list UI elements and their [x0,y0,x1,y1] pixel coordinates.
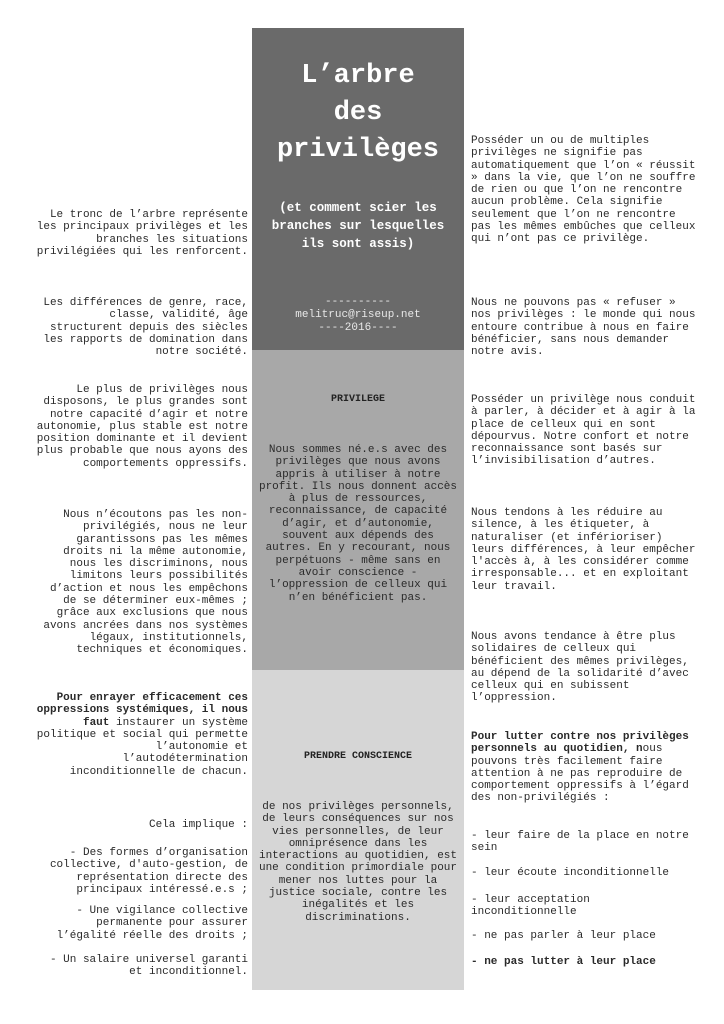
right-list-item-place: - leur faire de la place en notre sein [471,830,689,855]
left-paragraph-non-privilegies: Nous n’écoutons pas les non-privilégiés, nous ne leur garantissons pas les mêmes droits ni la même autonomie, nous les discriminons, nous limitons leurs possibilités d’action et nous les empêchons de se déterminer eux-mêmes ; grâce aux exclusions que nous avons ancrées dans nos systèmes légaux, institutionnels, techniques et économiques. [43,509,248,657]
right-paragraph-posseder: Posséder un ou de multiples privilèges ne signifie pas automatiquement que l’on « réussit » dans la vie, que l’on ne souffre de rien ou que l’on ne rencontre aucun problème. Cela signifie seulement que l’on ne rencontre pas les mêmes embûches que celleux qui n’ont pas ce privilège. [471,135,696,246]
left-enrayer-bold: Pour enrayer efficacement ces oppressions systémiques, il nous faut [36,692,248,729]
right-paragraph-solidaires: Nous avons tendance à être plus solidaires de celleux qui bénéficient des mêmes privilèges, au dépend de la solidarité d’avec celleux qui en subissent l’oppression. [471,631,689,705]
page-title [252,58,464,169]
right-paragraph-refuser: Nous ne pouvons pas « refuser » nos privilèges : le monde qui nous entoure contribue à nous en faire bénéficier, sans nous demander notre avis. [471,297,696,359]
right-paragraph-lutter [471,731,697,805]
privilege-text: Nous sommes né.e.s avec des privilèges que nous avons appris à utiliser à notre profit. Ils nous donnent accès à plus de ressources, reconnaissance, de capacité d’agir, et d’autonomie, souvent aux dépends des autres. En y recourant, nous perpétuons - même sans en avoir conscience - l’oppression de celleux qui n’en bénéficient pas. [258,444,458,604]
right-lutter-rest: ous pouvons très facilement faire attention à ne pas reproduire de comportement oppressifs à l’égard des non-privilégiés : [471,743,689,805]
heading-prendre-conscience: PRENDRE CONSCIENCE [303,751,413,762]
right-list-item-ecoute: - leur écoute inconditionnelle [471,867,670,879]
page-subtitle: (et comment scier les branches sur lesquelles ils sont assis) [271,201,445,251]
right-lutter-bold: Pour lutter contre nos privilèges personnels au quotidien, n [471,731,689,756]
left-paragraph-trunk: Le tronc de l’arbre représente les principaux privilèges et les branches les situations privilégiées qui les renforcent. [36,209,248,258]
left-paragraph-differences: Les différences de genre, race, classe, validité, âge structurent depuis des siècles les rapports de domination dans notre société. [43,297,248,359]
right-list-item-parler: - ne pas parler à leur place [471,930,656,942]
conscience-text: de nos privilèges personnels, de leurs conséquences sur nos vies personnelles, de leur omniprésence dans les interactions au quotidien, est une condition primordiale pour mener nos luttes pour la justice sociale, contre les inégalités et les discriminations. [258,801,458,924]
left-paragraph-cela-implique: Cela implique : [148,819,248,831]
left-list-item-organisation: - Des formes d’organisation collective, d'auto-gestion, de représentation directe des principaux intéressé.e.s ; [49,847,248,896]
right-paragraph-reduire: Nous tendons à les réduire au silence, à les étiqueter, à naturaliser (et inférioriser) leurs différences, à leur empêcher l'accès à, à les considérer comme irresponsable... et en exploitant leur travail. [471,507,696,593]
right-list-item-acceptation: - leur acceptation inconditionnelle [471,894,590,919]
title-line-1: L’arbre [301,61,415,91]
contact-email: melitruc@riseup.net [295,309,421,321]
contact-year: ----2016---- [318,322,398,334]
title-line-3: privilèges [276,135,440,165]
right-list-item-lutter: - ne pas lutter à leur place [471,956,656,968]
heading-privilege: PRIVILEGE [330,394,385,405]
title-line-2: des [333,98,383,128]
left-paragraph-plus-privileges: Le plus de privilèges nous disposons, le plus grandes sont notre capacité d’agir et notre autonomie, plus stable est notre position dominante et il devient plus probable que nous ayons des comportements oppressifs. [36,384,248,470]
left-paragraph-enrayer [36,692,248,778]
left-list-item-vigilance: - Une vigilance collective permanente pour assurer l’égalité réelle des droits ; [56,905,248,942]
contact-separator-top: ---------- [324,296,391,308]
left-list-item-salaire: - Un salaire universel garanti et inconditionnel. [49,954,248,979]
right-paragraph-parler-decider: Posséder un privilège nous conduit à parler, à décider et à agir à la place de celleux qui en sont dépourvus. Notre confort et notre reconnaissance sont basés sur l’invisibilisation d’autres. [471,394,696,468]
contact-block [252,296,464,335]
left-enrayer-rest: instaurer un système politique et social qui permette l’autonomie et l’autodétermination inconditionnelle de chacun. [36,716,248,778]
